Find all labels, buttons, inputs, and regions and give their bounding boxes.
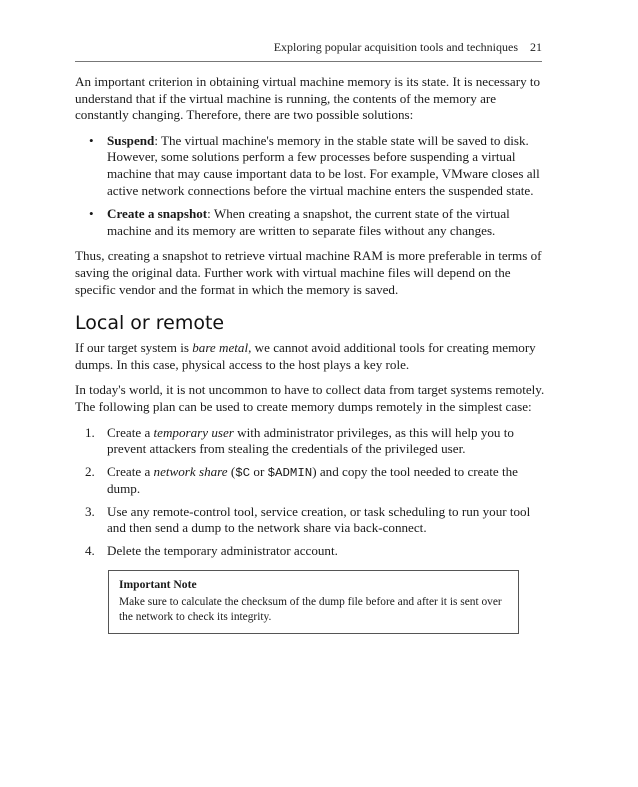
conclusion-paragraph: Thus, creating a snapshot to retrieve virtual machine RAM is more preferable in terms of saving the original data. Further work with virtual machine files will depend on the specific vendor and the format in which the memory is saved. [75, 248, 542, 297]
important-note-box [108, 570, 519, 634]
running-title: Exploring popular acquisition tools and techniques [273, 40, 518, 54]
bullet-term: Suspend [107, 132, 155, 148]
text-run: Delete the temporary administrator account. [107, 543, 338, 559]
code-text: $ADMIN [267, 465, 313, 480]
section-paragraph-1 [75, 340, 545, 373]
text-run: with administrator privileges, as this will help you to prevent attackers from stealing the credentials of the privileged user. [107, 424, 514, 457]
text-run: If our target system is [75, 340, 193, 356]
list-item [75, 133, 545, 199]
step-number: 3. [85, 503, 95, 519]
step-number: 2. [85, 463, 95, 479]
text-run: ) and copy the tool needed to create the dump. [107, 463, 518, 497]
list-item [75, 504, 545, 537]
bullet-icon: • [89, 132, 94, 148]
intro-paragraph: An important criterion in obtaining virtual machine memory is its state. It is necessary to understand that if the virtual machine is running, the contents of the memory are constantly changing. Therefore, there are two possible solutions: [75, 74, 541, 123]
page-number: 21 [530, 40, 542, 54]
running-header [75, 40, 542, 62]
steps-list [75, 425, 545, 560]
text-run: Create a [107, 463, 154, 479]
text-run: Create a [107, 424, 154, 440]
emphasis-text: network share [153, 463, 228, 479]
code-text: $C [235, 465, 251, 480]
section-paragraph-2: In today's world, it is not uncommon to have to collect data from target systems remotely. The following plan can be used to create memory dumps remotely in the simplest case: [75, 382, 545, 414]
step-number: 1. [85, 424, 95, 440]
note-body: Make sure to calculate the checksum of the dump file before and after it is sent over the network to check its integrity. [119, 595, 502, 623]
bullet-text: : When creating a snapshot, the current state of the virtual machine and its memory are written to separate files without any changes. [107, 206, 510, 238]
emphasis-text: bare metal [192, 340, 249, 356]
list-item [75, 206, 545, 239]
text-run: ( [227, 463, 236, 479]
step-number: 4. [85, 543, 95, 559]
bullet-icon: • [89, 206, 94, 222]
section-heading: Local or remote [75, 312, 225, 335]
text-run: , we cannot avoid additional tools for creating memory dumps. In this case, physical access to the host plays a key role. [75, 340, 536, 372]
text-run: Use any remote-control tool, service creation, or task scheduling to run your tool and then send a dump to the network share via back-connect. [107, 503, 531, 536]
bullet-text: : The virtual machine's memory in the stable state will be saved to disk. However, some solutions perform a few processes before suspending a virtual machine that may cause important data to be lost. For example, VMware closes all active network connections before the virtual machine enters the suspended state. [107, 132, 540, 198]
solutions-list [75, 133, 545, 240]
page-content [75, 74, 545, 634]
list-item [75, 425, 545, 458]
list-item [75, 464, 545, 498]
note-title: Important Note [119, 577, 197, 591]
bullet-term: Create a snapshot [107, 206, 208, 222]
text-run: or [250, 463, 268, 479]
emphasis-text: temporary user [153, 424, 234, 440]
list-item [75, 543, 545, 560]
